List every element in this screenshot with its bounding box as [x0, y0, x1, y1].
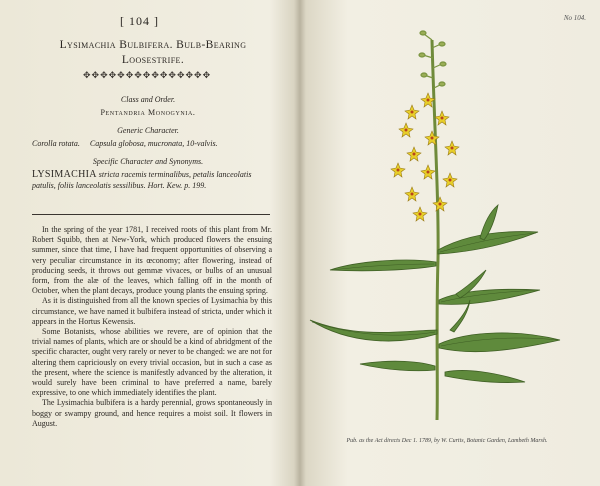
- paragraph: The Lysimachia bulbifera is a hardy perennial, grows spontaneously in boggy or swampy ground, and hence requires a moist soil. It flowers in August.: [32, 398, 272, 428]
- flower-raceme: [391, 93, 459, 221]
- specific-character-heading: Specific Character and Synonyms.: [92, 157, 204, 166]
- title-line-2: Loosestrife.: [121, 54, 185, 66]
- class-order-value: Pentandria Monogynia.: [100, 108, 196, 117]
- section-rule: [32, 214, 270, 215]
- class-order-heading: Class and Order.: [120, 95, 176, 104]
- plant-illustration: [300, 0, 600, 486]
- leaf: [360, 361, 435, 371]
- plate-number: [ 104 ]: [120, 14, 159, 28]
- paragraph: Some Botanists, whose abilities we revere, are of opinion that the trivial names of plants, which are or should be a kind of abridgment of the specific character, ought very rarely or never to be changed: we are not for altering them capriciously on every trivial occasion, but in such a case as the present, where the science is manifestly advanced by the alteration, it would surely have been criminal to have preferred a name, barely expressive, to one which immediately identifies the plant.: [32, 327, 272, 398]
- leaf: [450, 300, 470, 332]
- right-page: [300, 0, 600, 486]
- specific-character-text: [32, 169, 272, 191]
- ornament-divider: ✥✥✥✥✥✥✥✥✥✥✥✥✥✥✥: [83, 70, 212, 80]
- plant-stem: [432, 40, 438, 420]
- specific-description: stricta racemis terminalibus, petalis lanceolatis patulis, foliis lanceolatis sessilibus. Hort. Kew. p. 199.: [32, 170, 252, 190]
- body-text: [32, 225, 272, 429]
- left-page: [0, 0, 290, 486]
- plant-title: [28, 38, 278, 68]
- title-line-1: Lysimachia Bulbifera. Bulb-Bearing: [59, 39, 247, 51]
- paragraph: In the spring of the year 1781, I received roots of this plant from Mr. Robert Squibb, then at New-York, which produced flowers the ensuing summer, since that time, I have had frequent opportunities of observing a very peculiar circumstance in its œconomy; after flowering, instead of producing seeds, it throws out gemmæ vivaces, or bulbs of an unusual form, from the alæ of the leaves, which falling off in the month of October, when the plant decays, produce young plants the ensuing spring.: [32, 225, 272, 296]
- specific-genus: LYSIMACHIA: [32, 169, 97, 180]
- leaf: [310, 320, 437, 341]
- generic-corolla: Corolla rotata.: [32, 139, 80, 148]
- leaf: [445, 370, 525, 382]
- leaf: [439, 333, 560, 352]
- plate-caption: Pub. as the Act directs Dec 1. 1789, by W. Curtis, Botanic Garden, Lambeth Marsh.: [346, 438, 548, 444]
- generic-character-heading: Generic Character.: [117, 126, 179, 135]
- paragraph: As it is distinguished from all the known species of Lysimachia by this circumstance, we have named it bulbifera instead of stricta, under which it appears in the Hortus Kewensis.: [32, 296, 272, 326]
- leaf: [439, 289, 540, 304]
- page-number: No 104.: [563, 14, 586, 22]
- generic-capsula: Capsula globosa, mucronata, 10-valvis.: [89, 139, 218, 148]
- generic-character-text: [32, 139, 272, 148]
- leaf: [438, 232, 538, 254]
- leaves: [310, 205, 560, 383]
